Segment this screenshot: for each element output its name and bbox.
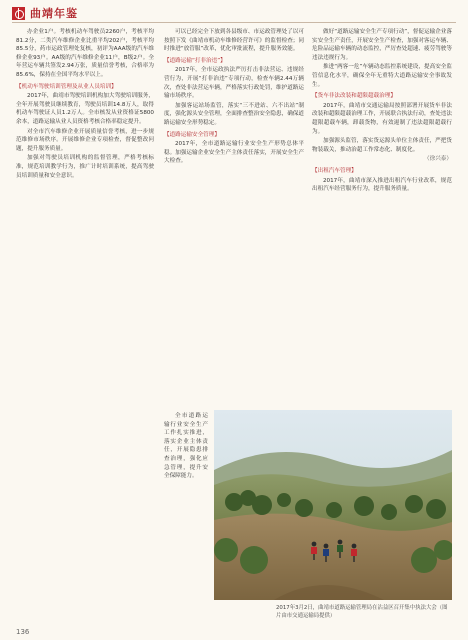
body-paragraph: 2017年，曲靖市交通运输局按照部署开展货车非法改装和超限超载治理工作，开展联合执法行动，查处违法超限超载车辆，卸载货物，有效遏制了违法超限超载行为。 xyxy=(312,102,452,135)
body-paragraph: 办企业1户。考核机动车驾驶员2260户，考核平均81.2分，二类汽车维修企业比重平均202户，考核平均85.5分，药市运政管理处复核，初评为AAA级的汽车维修企业93户。AA级的汽车维修企业11户，B级2户。全年营运车辆共签发2.94万张，质量信誉考核，合格率为85.6%，保持在全国平均水平以上。 xyxy=(16,29,154,78)
body-paragraph: 推进“两客一危”车辆动态监控系统建设，提高安全监管信息化水平，确保全年无重特大道路运输安全事故发生。 xyxy=(312,64,452,88)
text-column-2 xyxy=(164,28,304,408)
section-heading: 【出租汽车管理】 xyxy=(312,167,357,174)
section-heading: 【机动车驾驶培训管理及从业人员培训】 xyxy=(16,83,117,90)
body-paragraph: 加强客运站场监管，落实“三不进站、六不出站”制度，强化源头安全管理，全面排查整治安全隐患，确保道路运输安全形势稳定。 xyxy=(164,102,304,126)
text-column-1 xyxy=(16,28,154,622)
header-divider xyxy=(12,22,456,23)
body-paragraph: 全市道路运输行业安全生产工作扎实推进，落实企业主体责任，开展隐患排查治理，强化应急管理，提升安全保障能力。 xyxy=(164,413,208,480)
section-heading: 【道路运输安全管理】 xyxy=(164,131,220,138)
body-paragraph: 加强对驾驶员培训机构的监督管理，严格考核标准，规范培训教学行为，推广计时培训系统，提高驾驶员培训质量和安全意识。 xyxy=(16,155,154,179)
hillside-photo-illustration xyxy=(214,410,452,600)
body-paragraph: 2017年，曲靖市驾驶培训机构加大驾驶培训服务，全年开展驾驶员继续教育，驾驶员培训14.8万人，取得机动车驾驶证人员1.2万人。全市核发从业资格证5800余本，道路运输从业人员资格考核合格率稳定提升。 xyxy=(16,93,154,125)
body-paragraph: 对全市汽车维修企业开展质量信誉考核，进一步规范维修市场秩序。开展维修企业专项检查，督促整改问题，提升服务质量。 xyxy=(16,128,154,152)
enforcement-photo xyxy=(214,410,452,600)
body-paragraph: 2017年，全市道路运输行业安全生产形势总体平稳。加强运输企业安全生产主体责任落实，开展安全生产大检查。 xyxy=(164,141,304,165)
body-paragraph: 加强源头监管，落实货运源头单位主体责任，严把货物装载关，推动治超工作常态化、制度化。 xyxy=(312,138,452,153)
header-title: 曲靖年鉴 xyxy=(30,7,78,20)
page-header xyxy=(12,5,78,21)
page-number: 136 xyxy=(16,628,30,636)
body-paragraph: 做好“道路运输安全生产专项行动”，督促运输企业落实安全生产责任，开展安全生产检查，加强对客运车辆、危险品运输车辆的动态监控，严厉查处超速、疲劳驾驶等违法违规行为。 xyxy=(312,29,452,61)
body-paragraph: 可以已经完全下放到各县级市、市运政管理处了以可按照下发《曲靖市机动车维修经营许可》的监督检查；同时推进“放管服”改革，优化审批流程，提升服务效能。 xyxy=(164,29,304,53)
section-heading: 【货车非法改装和超限超载治理】 xyxy=(312,93,396,100)
text-column-2-lower xyxy=(164,412,208,618)
author-note: （徐兴泰） xyxy=(424,156,452,163)
photo-caption: 2017年3月2日，曲靖市道路运输管理局在沾益区召开集中执法大会（图片由市交通运输局提供） xyxy=(276,605,448,619)
body-paragraph: 2017年，全市运政执法严厉打击非法营运、违规经营行为，开展“打非治违”专项行动，检查车辆2.44万辆次，查处非法营运车辆，严格落实行政处罚，维护道路运输市场秩序。 xyxy=(164,67,304,100)
body-paragraph: 2017年，曲靖市深入推进出租汽车行业改革，规范出租汽车经营服务行为，提升服务质量。 xyxy=(312,177,452,193)
section-heading: 【道路运输“打非治违”】 xyxy=(164,57,226,64)
yearbook-logo-icon xyxy=(12,7,25,20)
